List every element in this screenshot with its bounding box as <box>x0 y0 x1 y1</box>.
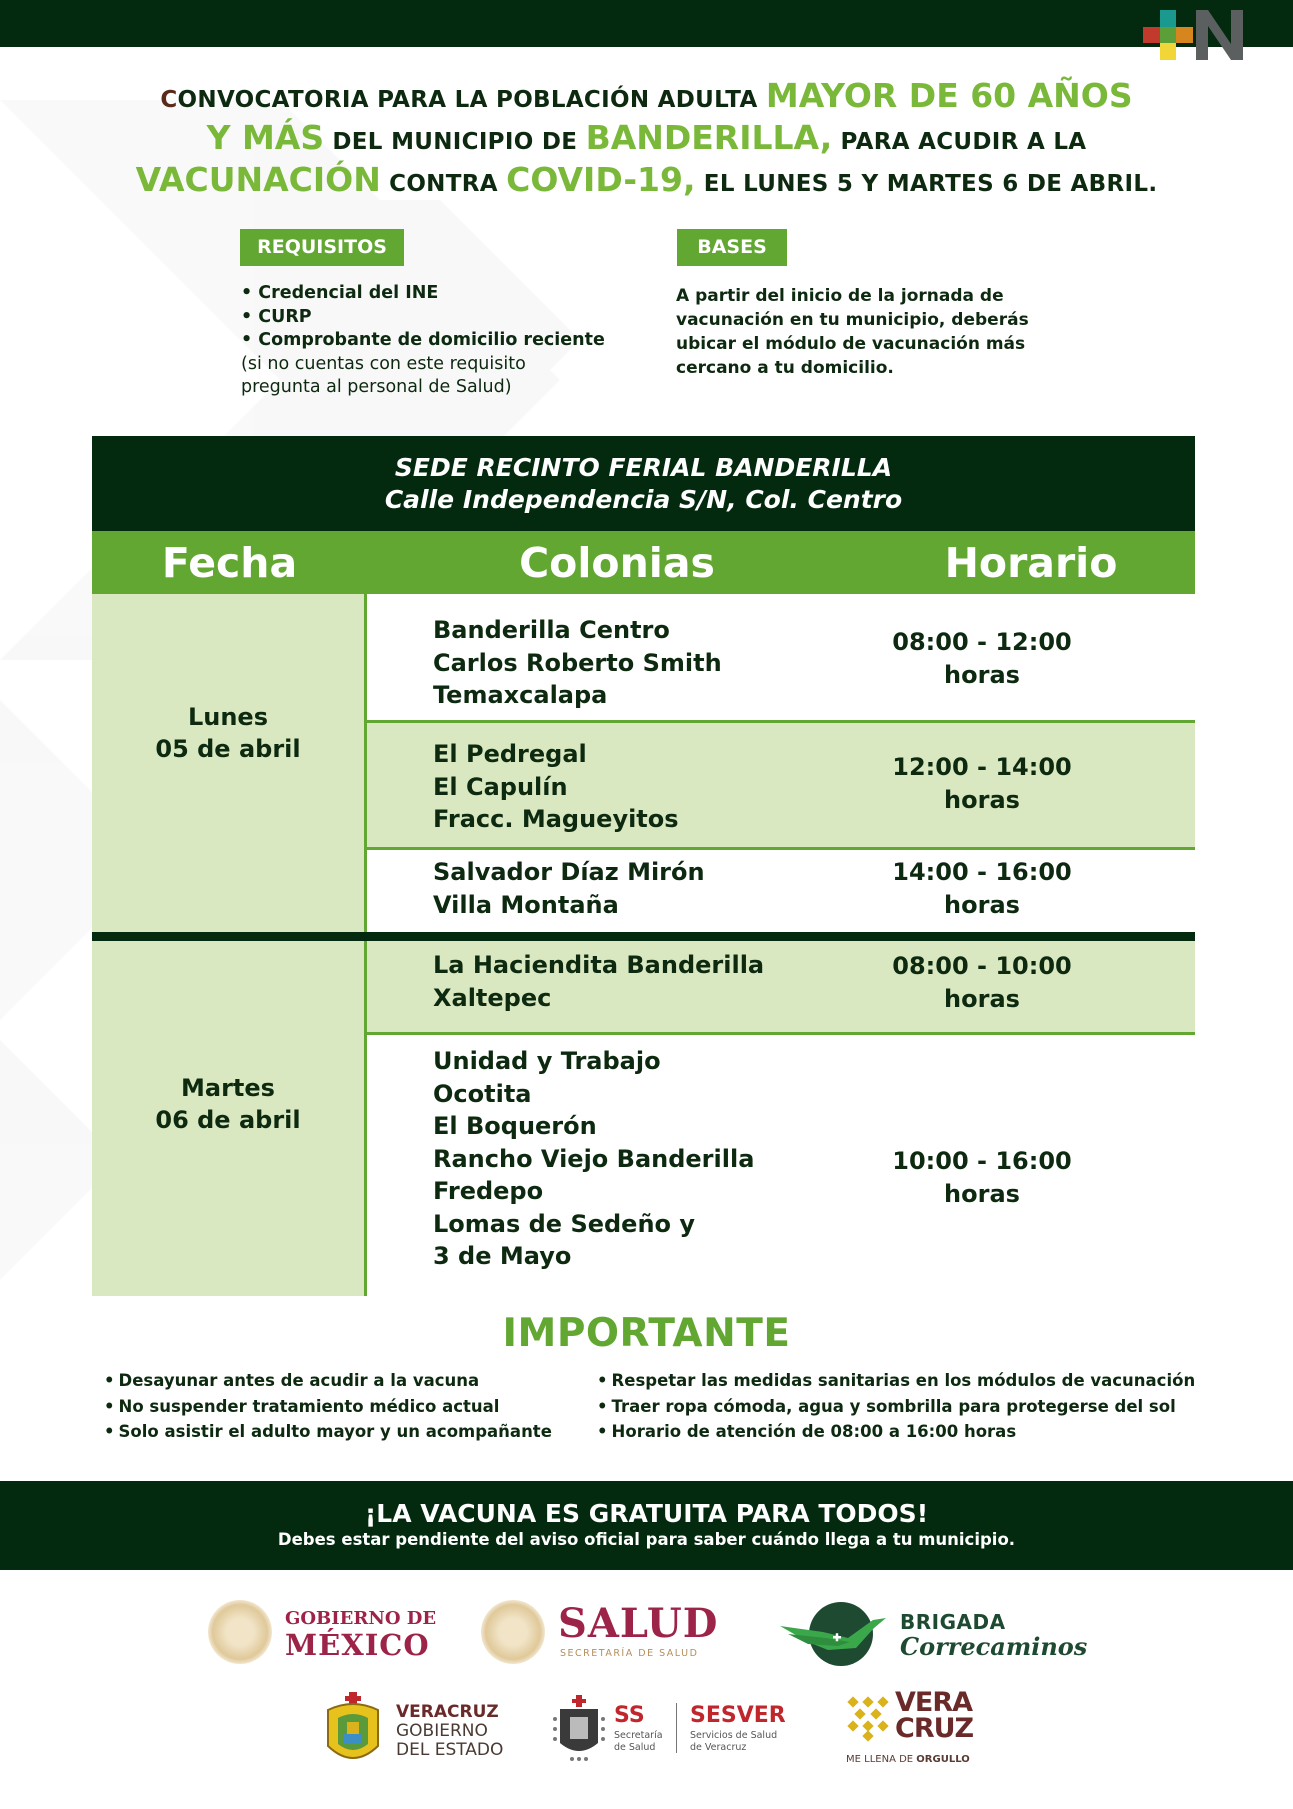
horario-cell <box>862 626 1102 692</box>
importante-item: • Solo asistir el adulto mayor y un acompañante <box>104 1419 552 1445</box>
tagline-emphasis: ORGULLO <box>916 1754 970 1765</box>
table-row <box>367 850 1195 932</box>
day-separator <box>92 932 1195 941</box>
colonias-cell <box>433 1045 754 1273</box>
logo-text: VERACRUZ <box>396 1702 499 1722</box>
headline-initial: C <box>160 87 178 113</box>
requisito-note: (si no cuentas con este requisito <box>241 353 526 374</box>
headline-text: ONVOCATORIA PARA LA POBLACIÓN ADULTA <box>177 87 766 113</box>
headline-line-1 <box>60 78 1233 120</box>
day-date: 06 de abril <box>155 1105 301 1134</box>
headline-text: EL LUNES 5 Y MARTES 6 DE ABRIL. <box>695 171 1158 197</box>
tagline-text: ME LLENA DE <box>846 1754 917 1765</box>
requisito-note: pregunta al personal de Salud) <box>241 377 512 397</box>
salud-logo <box>481 1598 726 1670</box>
logo-divider <box>676 1703 677 1753</box>
requisito-item: • Credencial del INE <box>241 283 439 303</box>
roadrunner-icon <box>778 1598 893 1670</box>
colonias-cell <box>433 949 764 1014</box>
colonia: Lomas de Sedeño y <box>433 1209 696 1238</box>
colonia: Banderilla Centro <box>433 616 670 644</box>
requisito-item: • CURP <box>241 306 312 327</box>
colonia: La Haciendita Banderilla <box>433 951 765 979</box>
bases-text: A partir del inicio de la jornada de vacunación en tu municipio, deberás ubicar el módulo de vacunación más cercano a tu domicilio. <box>676 286 1029 378</box>
logo-text <box>614 1730 663 1754</box>
bases-badge: BASES <box>677 229 787 266</box>
column-header-colonias: Colonias <box>519 539 715 587</box>
requisito-item: • Comprobante de domicilio reciente <box>241 330 605 350</box>
gobierno-de-mexico-logo <box>208 1598 440 1670</box>
colonia: Ocotita <box>433 1079 532 1108</box>
logo-text: SS <box>614 1703 645 1728</box>
schedule-table <box>92 436 1195 1296</box>
footer-banner <box>0 1481 1293 1570</box>
time-range: 14:00 - 16:00 <box>892 858 1072 886</box>
colonia: Fredepo <box>433 1177 544 1205</box>
headline-line-3 <box>60 162 1233 204</box>
logo-text: GOBIERNO DE <box>285 1608 437 1629</box>
time-range: 12:00 - 14:00 <box>892 753 1072 781</box>
logo-text <box>690 1730 777 1754</box>
logo-text: BRIGADA <box>900 1610 1006 1634</box>
day-name: Martes <box>181 1073 275 1102</box>
colonias-cell <box>433 738 679 836</box>
logo-text-line: de Salud <box>614 1742 656 1753</box>
importante-item: • No suspender tratamiento médico actual <box>104 1394 552 1420</box>
veracruz-pattern-icon <box>845 1694 891 1742</box>
logo-text-line: CRUZ <box>895 1713 974 1744</box>
ss-shield-icon <box>552 1695 607 1765</box>
logo-text: SESVER <box>690 1703 786 1728</box>
importante-item: • Traer ropa cómoda, agua y sombrilla para protegerse del sol <box>597 1394 1195 1420</box>
colonia: Temaxcalapa <box>433 681 608 709</box>
importante-title: IMPORTANTE <box>502 1311 791 1356</box>
colonias-cell <box>433 614 722 712</box>
veracruz-orgullo-logo <box>845 1688 975 1774</box>
horario-cell <box>862 1145 1102 1211</box>
logo-tagline <box>846 1754 970 1765</box>
headline-text: PARA ACUDIR A LA <box>832 129 1087 155</box>
day-date: 05 de abril <box>155 735 301 763</box>
veracruz-coat-of-arms-icon <box>320 1690 386 1770</box>
table-row <box>367 1035 1195 1296</box>
logo-text: Correcaminos <box>900 1632 1088 1661</box>
time-unit: horas <box>944 985 1020 1013</box>
colonia: Unidad y Trabajo <box>433 1047 661 1075</box>
table-row <box>367 941 1195 1035</box>
time-range: 08:00 - 12:00 <box>892 628 1072 656</box>
time-unit: horas <box>944 661 1020 689</box>
veracruz-gobierno-logo <box>320 1690 510 1770</box>
venue-header <box>92 436 1195 531</box>
colonia: 3 de Mayo <box>433 1242 572 1270</box>
logo-text <box>396 1722 503 1760</box>
tn-logo-icon <box>1143 10 1245 60</box>
logo-text-line: VERA <box>895 1687 973 1718</box>
table-row <box>367 594 1195 723</box>
headline-highlight: MAYOR DE 60 AÑOS <box>765 76 1133 115</box>
colonia: Xaltepec <box>433 983 552 1012</box>
horario-cell <box>862 856 1102 922</box>
day-name: Lunes <box>187 703 268 731</box>
requisitos-list <box>241 282 641 400</box>
logo-text-line: GOBIERNO <box>396 1721 488 1741</box>
headline-highlight: BANDERILLA, <box>585 118 833 157</box>
logo-text <box>895 1687 974 1744</box>
horario-cell <box>862 950 1102 1016</box>
page-headline <box>60 78 1233 204</box>
table-row <box>367 723 1195 850</box>
headline-highlight: Y MÁS <box>206 118 325 157</box>
headline-highlight: COVID-19, <box>506 160 696 199</box>
time-unit: horas <box>944 786 1020 814</box>
logo-text: MÉXICO <box>285 1628 430 1662</box>
importante-list-right <box>597 1368 1195 1445</box>
colonia: El Pedregal <box>433 740 587 768</box>
date-cell-martes <box>92 941 367 1296</box>
colonia: Fracc. Magueyitos <box>433 805 679 833</box>
colonias-cell <box>433 856 705 921</box>
headline-line-2 <box>60 120 1233 162</box>
time-range: 10:00 - 16:00 <box>892 1147 1072 1175</box>
brigada-correcaminos-logo <box>778 1598 1088 1670</box>
time-unit: horas <box>944 1180 1020 1208</box>
colonia: El Boquerón <box>433 1112 597 1140</box>
footer-headline: ¡LA VACUNA ES GRATUITA PARA TODOS! <box>364 1499 929 1528</box>
horario-cell <box>862 751 1102 817</box>
column-header-fecha: Fecha <box>161 539 298 587</box>
colonia: Carlos Roberto Smith <box>433 648 722 677</box>
colonia: Rancho Viejo Banderilla <box>433 1144 755 1173</box>
logo-text-line: Secretaría <box>614 1730 663 1741</box>
logo-text: SALUD <box>558 1600 719 1647</box>
logo-text-line: Servicios de Salud <box>690 1730 778 1741</box>
venue-address: Calle Independencia S/N, Col. Centro <box>384 485 903 514</box>
national-seal-icon <box>481 1600 545 1664</box>
time-unit: horas <box>944 891 1020 919</box>
logo-text-line: de Veracruz <box>690 1742 747 1753</box>
column-header-horario: Horario <box>944 539 1118 587</box>
requisitos-badge: REQUISITOS <box>240 229 404 266</box>
headline-text: CONTRA <box>380 171 507 197</box>
venue-name: SEDE RECINTO FERIAL BANDERILLA <box>394 453 893 482</box>
importante-item: • Respetar las medidas sanitarias en los módulos de vacunación <box>597 1368 1195 1394</box>
table-column-headers <box>92 531 1195 594</box>
top-banner <box>0 0 1293 47</box>
importante-list-left <box>104 1368 552 1445</box>
national-seal-icon <box>208 1600 272 1664</box>
headline-highlight: VACUNACIÓN <box>135 160 381 199</box>
logo-text: SECRETARÍA DE SALUD <box>560 1648 699 1659</box>
colonia: Villa Montaña <box>433 890 619 919</box>
date-cell-lunes <box>92 594 367 932</box>
colonia: El Capulín <box>433 772 568 801</box>
colonia: Salvador Díaz Mirón <box>433 858 705 886</box>
time-range: 08:00 - 10:00 <box>892 952 1072 980</box>
ss-sesver-logo <box>552 1695 802 1770</box>
importante-item: • Desayunar antes de acudir a la vacuna <box>104 1368 552 1394</box>
importante-item: • Horario de atención de 08:00 a 16:00 horas <box>597 1419 1195 1445</box>
headline-text: DEL MUNICIPIO DE <box>324 129 586 155</box>
footer-subline: Debes estar pendiente del aviso oficial para saber cuándo llega a tu municipio. <box>277 1530 1016 1549</box>
logo-text-line: DEL ESTADO <box>396 1740 504 1760</box>
